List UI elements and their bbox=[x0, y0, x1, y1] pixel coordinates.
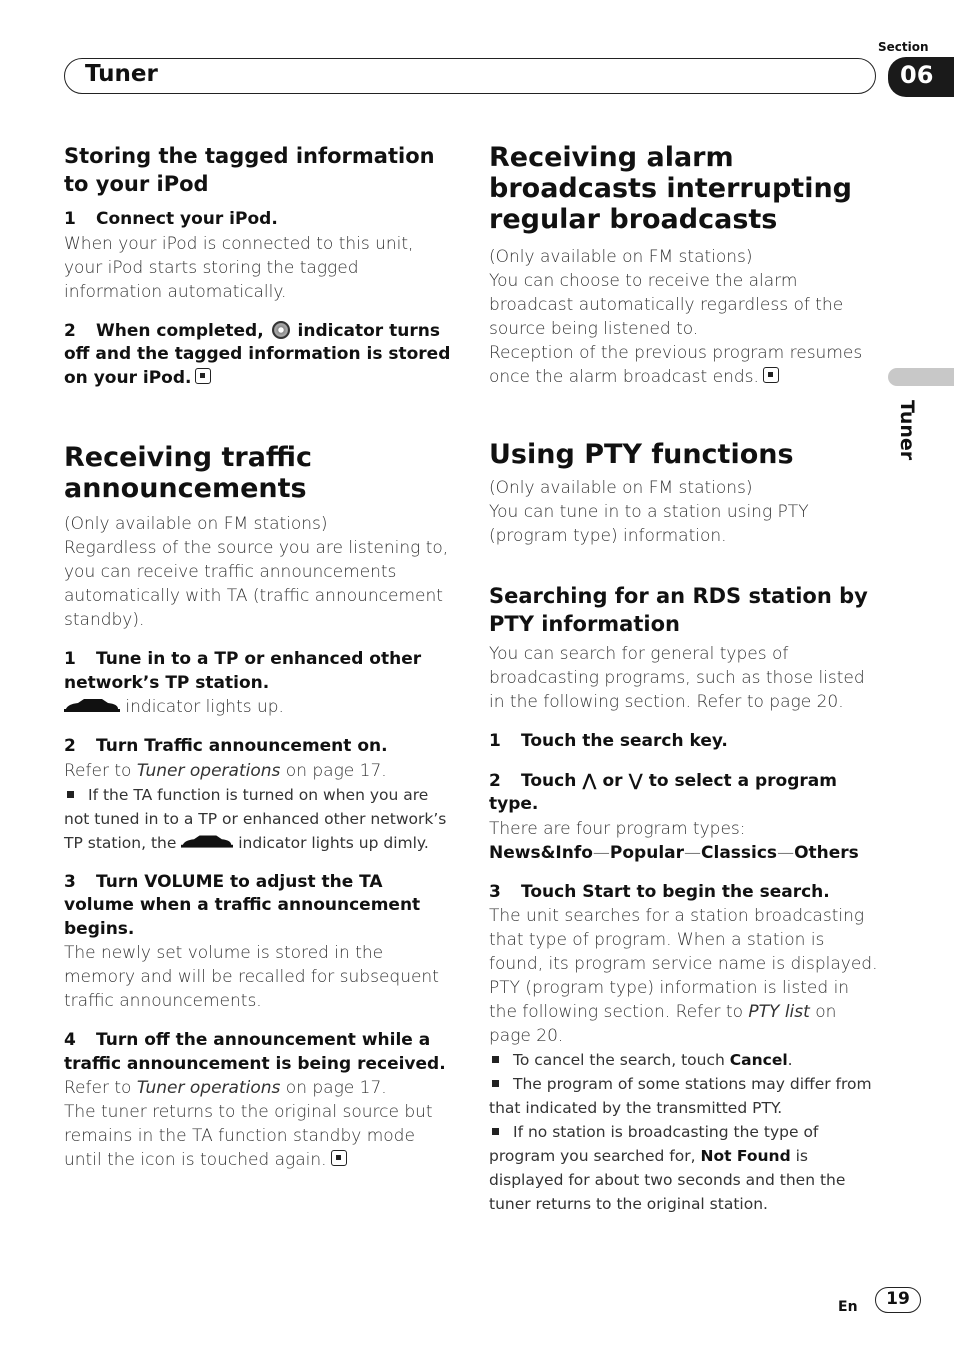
header-title: Tuner bbox=[85, 61, 158, 87]
right-column bbox=[489, 140, 879, 1216]
header-bar bbox=[64, 58, 876, 94]
pty-sub-heading: Searching for an RDS station by PTY information bbox=[489, 584, 868, 636]
end-mark-icon bbox=[331, 1150, 347, 1166]
footer-lang: En bbox=[838, 1299, 858, 1315]
traffic-step-1-text: indicator lights up. bbox=[64, 695, 454, 719]
page-number: 19 bbox=[875, 1287, 921, 1313]
pty-note-1: To cancel the search, touch Cancel. bbox=[489, 1048, 879, 1072]
left-column bbox=[64, 140, 454, 1172]
traffic-step-2: 2 Turn Traffic announcement on. bbox=[64, 736, 388, 756]
traffic-step-4-ref: Refer to Tuner operations on page 17. bbox=[64, 1078, 387, 1098]
pty-avail: (Only available on FM stations) bbox=[489, 478, 753, 498]
traffic-step-3-text: The newly set volume is stored in the memory and will be recalled for subsequent traffic announcements. bbox=[64, 943, 439, 1011]
up-arrow-icon: ⋀ bbox=[582, 770, 597, 791]
disc-icon bbox=[272, 321, 290, 339]
pty-sub-intro: You can search for general types of broadcasting programs, such as those listed in the following section. Refer to page 20. bbox=[489, 644, 865, 712]
storing-step-1-text: When your iPod is connected to this unit, your iPod starts storing the tagged information automatically. bbox=[64, 233, 414, 302]
pty-note-2: The program of some stations may differ from that indicated by the transmitted PTY. bbox=[489, 1075, 872, 1117]
car-icon bbox=[181, 833, 233, 851]
side-label: Tuner bbox=[896, 400, 918, 461]
traffic-avail: (Only available on FM stations) bbox=[64, 514, 328, 534]
pty-step-2-text: There are four program types: bbox=[489, 818, 746, 839]
traffic-step-2-ref: Refer to Tuner operations on page 17. bbox=[64, 760, 387, 781]
pty-heading: Using PTY functions bbox=[489, 439, 794, 470]
pty-intro: You can tune in to a station using PTY (program type) information. bbox=[489, 502, 809, 546]
end-mark-icon bbox=[763, 367, 779, 383]
traffic-step-3: 3 Turn VOLUME to adjust the TA volume when a traffic announcement begins. bbox=[64, 871, 421, 939]
traffic-heading: Receiving traffic announcements bbox=[64, 442, 313, 504]
pty-note-3: If no station is broadcasting the type of program you searched for, Not Found is displayed for about two seconds and then the tuner returns to the original station. bbox=[489, 1123, 846, 1213]
alarm-text-1: You can choose to receive the alarm broadcast automatically regardless of the source being listened to. bbox=[489, 271, 844, 339]
end-mark-icon bbox=[195, 368, 211, 384]
down-arrow-icon: ⋁ bbox=[628, 770, 643, 791]
alarm-heading: Receiving alarm broadcasts interrupting regular broadcasts bbox=[489, 142, 852, 235]
pty-step-3: 3 Touch Start to begin the search. bbox=[489, 881, 830, 902]
section-number: 06 bbox=[888, 57, 954, 97]
traffic-step-1: 1 Tune in to a TP or enhanced other network’s TP station. bbox=[64, 649, 422, 693]
traffic-step-4: 4 Turn off the announcement while a traffic announcement is being received. bbox=[64, 1030, 446, 1074]
program-types: News&Info—Popular—Classics—Others bbox=[489, 842, 859, 863]
storing-step-1: 1 Connect your iPod. bbox=[64, 209, 278, 229]
traffic-step-4-text: The tuner returns to the original source but remains in the TA function standby mode until the icon is touched again. bbox=[64, 1102, 433, 1170]
pty-step-3-text-1: The unit searches for a station broadcasting that type of program. When a station is found, its program service name is displayed. bbox=[489, 906, 878, 974]
alarm-text-2: Reception of the previous program resumes once the alarm broadcast ends. bbox=[489, 343, 863, 387]
storing-heading: Storing the tagged information to your iPod bbox=[64, 144, 435, 196]
pty-step-2: 2 Touch ⋀ or ⋁ to select a program type. bbox=[489, 770, 837, 814]
side-tab bbox=[888, 368, 954, 386]
pty-step-1: 1 Touch the search key. bbox=[489, 731, 728, 751]
traffic-step-2-note: If the TA function is turned on when you are not tuned in to a TP or enhanced other network’s TP station, the indicator lights up dimly. bbox=[64, 785, 447, 852]
car-icon bbox=[64, 697, 120, 715]
alarm-avail: (Only available on FM stations) bbox=[489, 247, 753, 267]
section-label: Section bbox=[878, 40, 929, 54]
pty-step-3-text-2: PTY (program type) information is listed in the following section. Refer to PTY list on page 20. bbox=[489, 978, 850, 1046]
traffic-intro: Regardless of the source you are listening to, you can receive traffic announcements automatically with TA (traffic announcement standby). bbox=[64, 538, 449, 630]
storing-step-2: 2 When completed, indicator turns off and the tagged information is stored on your iPod. bbox=[64, 320, 451, 388]
